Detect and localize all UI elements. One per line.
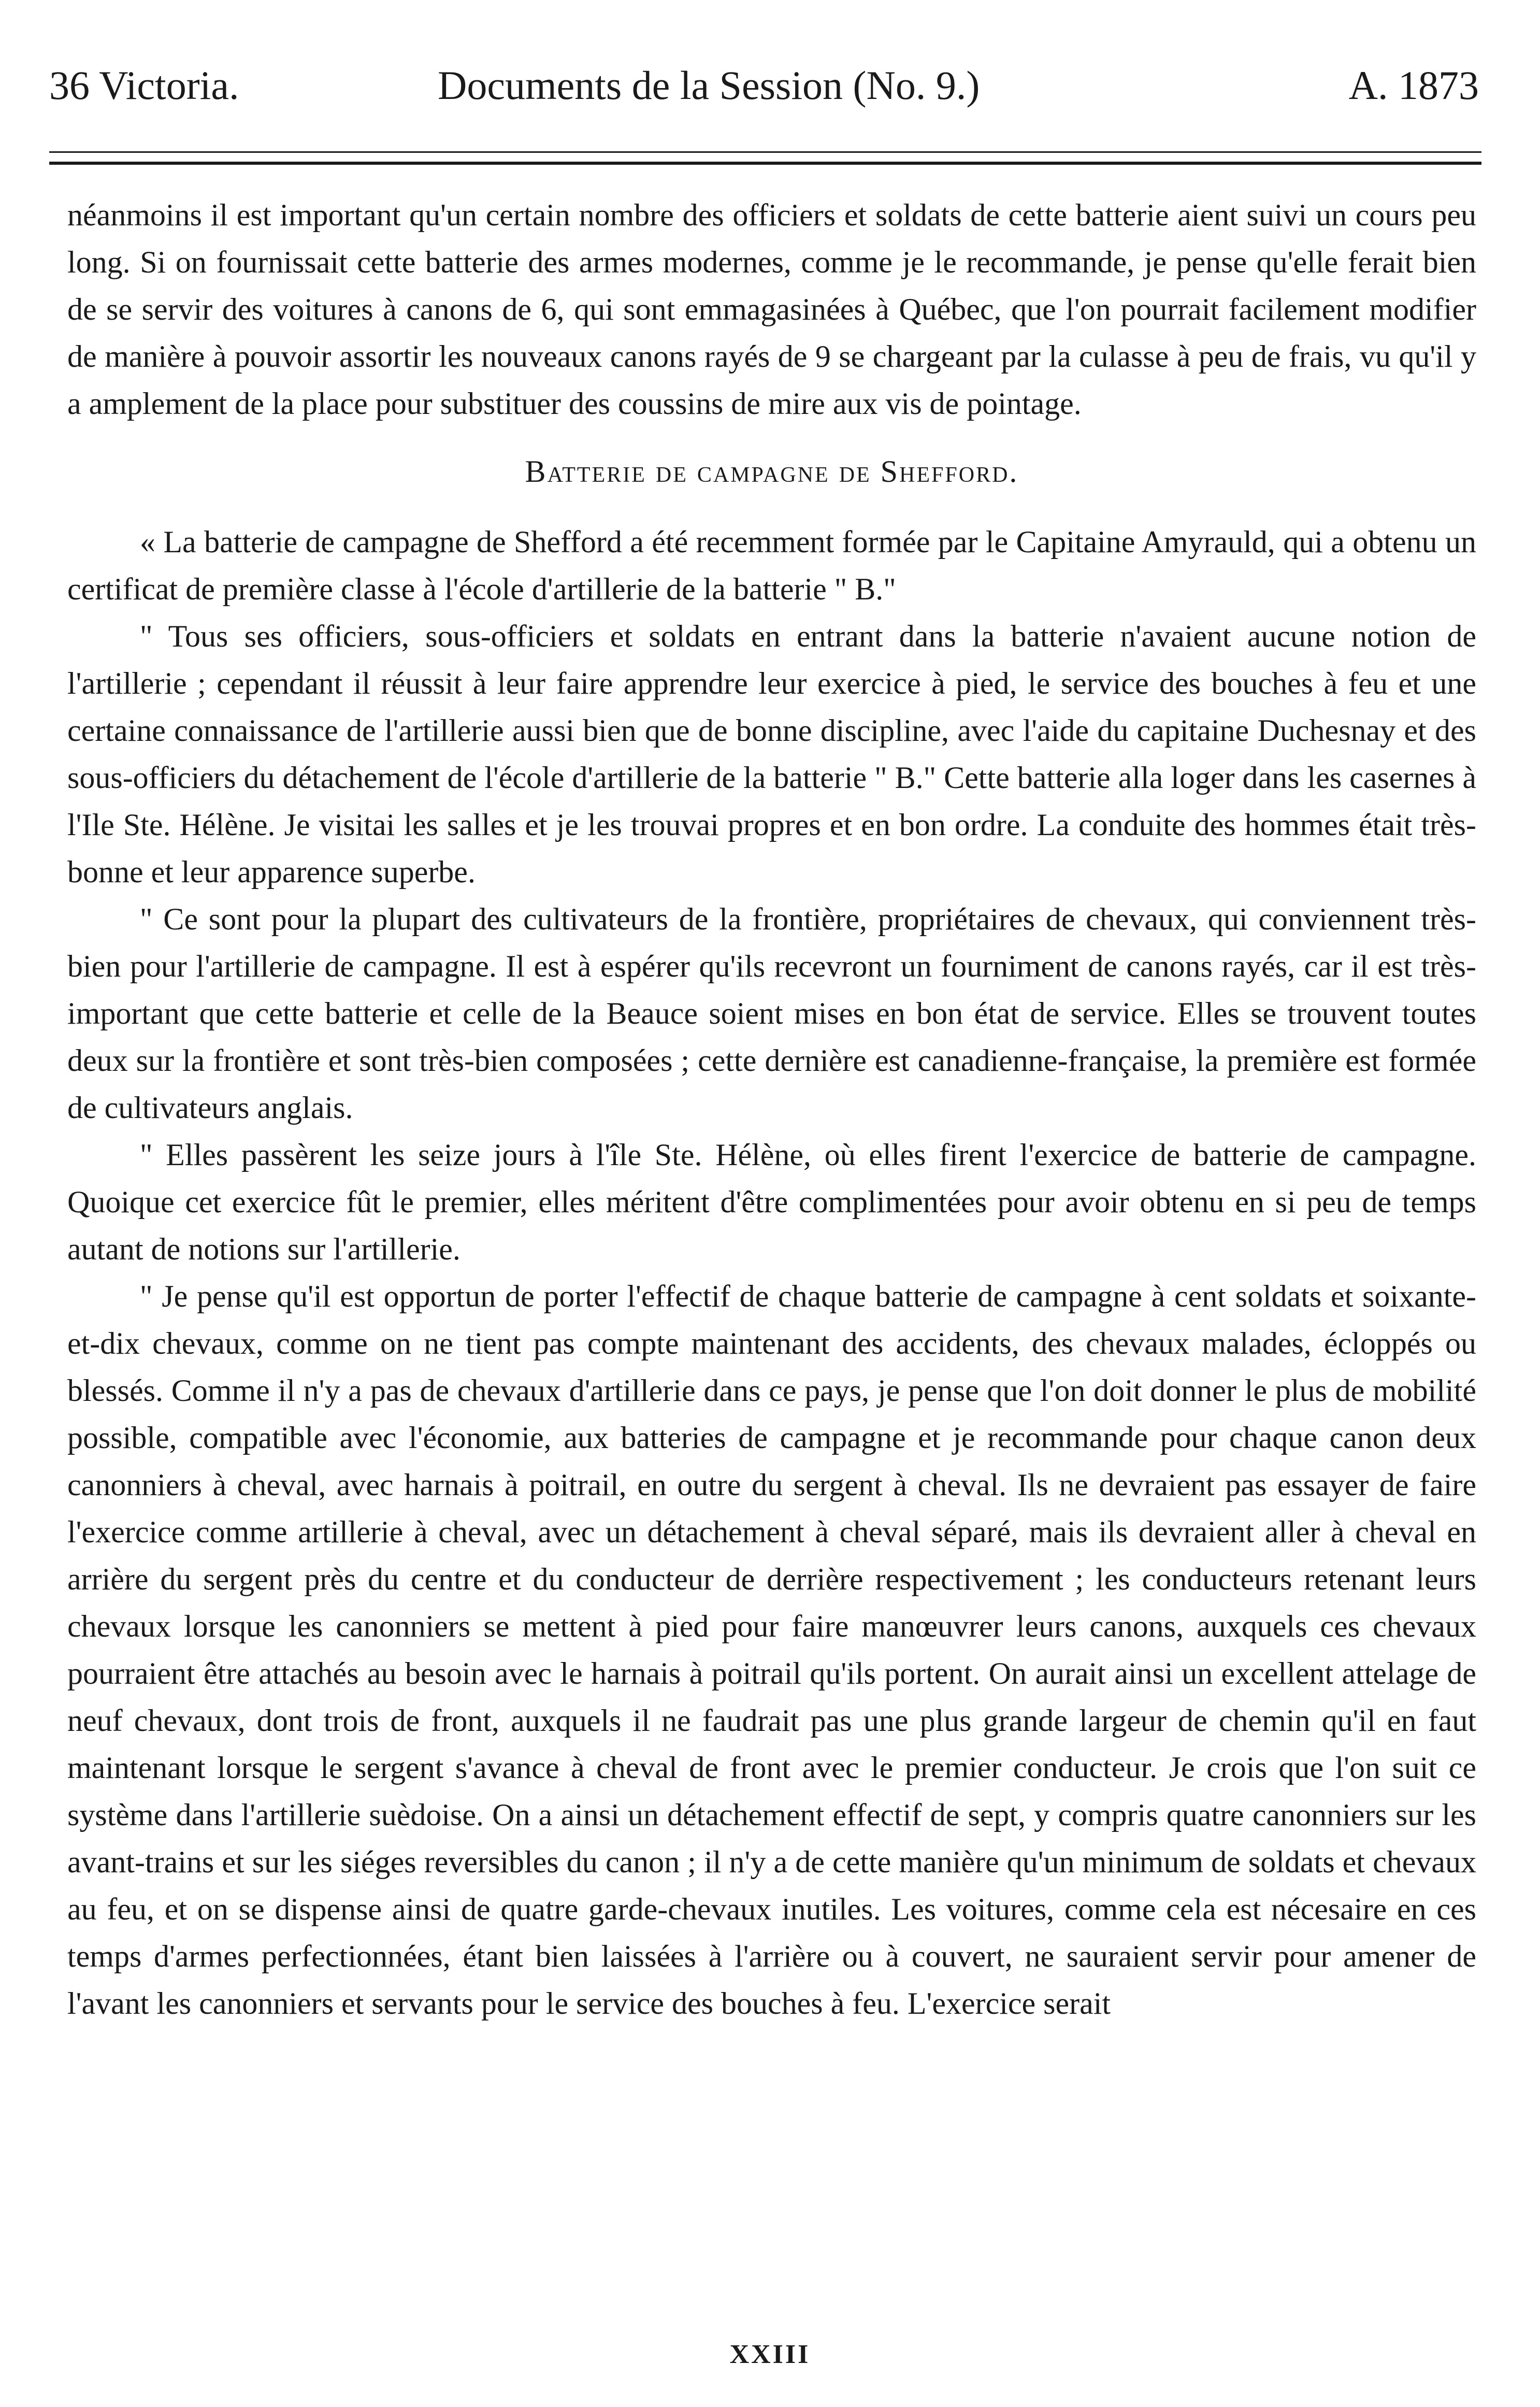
paragraph-continuation: néanmoins il est important qu'un certain nombre des officiers et soldats de cette batterie aient suivi un cours peu long. Si on fournissait cette batterie des armes modernes, comme je le recommande, je pense qu'elle ferait bien de se servir des voitures à canons de 6, qui sont emmagasinées à Québec, que l'on pourrait facilement modifier de manière à pouvoir assortir les nouveaux canons rayés de 9 se chargeant par la culasse à peu de frais, vu qu'il y a amplement de la place pour substituer des coussins de mire aux vis de pointage. [67, 198, 1476, 421]
paragraph: « La batterie de campagne de Shefford a été recemment formée par le Capitaine Amyrauld, qui a obtenu un certificat de première classe à l'école d'artillerie de la batterie " B." [67, 525, 1476, 606]
paragraph: " Tous ses officiers, sous-officiers et soldats en entrant dans la batterie n'avaient aucune notion de l'artillerie ; cependant il réussit à leur faire apprendre leur exercice à pied, le service des bouches à feu et une certaine connaissance de l'artillerie aussi bien que de bonne discipline, avec l'aide du capitaine Duchesnay et des sous-officiers du détachement de l'école d'artillerie de la batterie " B." Cette batterie alla loger dans les casernes à l'Ile Ste. Hélène. Je visitai les salles et je les trouvai propres et en bon ordre. La conduite des hommes était très-bonne et leur apparence superbe. [67, 619, 1477, 889]
body-text [67, 192, 1476, 2027]
header-volume: 36 Victoria. [49, 63, 239, 108]
paragraph: " Elles passèrent les seize jours à l'île Ste. Hélène, où elles firent l'exercice de batterie de campagne. Quoique cet exercice fût le premier, elles méritent d'être complimentées pour avoir obtenu en si peu de temps autant de notions sur l'artillerie. [67, 1138, 1476, 1266]
section-heading: Batterie de campagne de Shefford. [525, 454, 1019, 489]
header-rule-thin [49, 151, 1481, 153]
header-rule-thick [49, 162, 1481, 165]
header-year: A. 1873 [1348, 63, 1479, 108]
paragraph: " Je pense qu'il est opportun de porter l'effectif de chaque batterie de campagne à cent soldats et soixante-et-dix chevaux, comme on ne tient pas compte maintenant des accidents, des chevaux malades, écloppés ou blessés. Comme il n'y a pas de chevaux d'artillerie dans ce pays, je pense que l'on doit donner le plus de mobilité possible, compatible avec l'économie, aux batteries de campagne et je recommande pour chaque canon deux canonniers à cheval, avec harnais à poitrail, en outre du sergent à cheval. Ils ne devraient pas essayer de faire l'exercice comme artillerie à cheval, avec un détachement à cheval séparé, mais ils devraient aller à cheval en arrière du sergent près du centre et du conducteur de derrière respectivement ; les conducteurs retenant leurs chevaux lorsque les canonniers se mettent à pied pour faire manœuvrer leurs canons, auxquels ces chevaux pourraient être attachés au besoin avec le harnais à poitrail qu'ils portent. On aurait ainsi un excellent attelage de neuf chevaux, dont trois de front, auxquels il ne faudrait pas une plus grande largeur de chemin qu'il en faut maintenant lorsque le sergent s'avance à cheval de front avec le premier conducteur. Je crois que l'on suit ce système dans l'artillerie suèdoise. On a ainsi un détachement effectif de sept, y compris quatre canonniers sur les avant-trains et sur les siéges reversibles du canon ; il n'y a de cette manière qu'un minimum de soldats et chevaux au feu, et on se dispense ainsi de quatre garde-chevaux inutiles. Les voitures, comme cela est nécesaire en ces temps d'armes perfectionnées, étant bien laissées à l'arrière ou à couvert, ne sauraient servir pour amener de l'avant les canonniers et servants pour le service des bouches à feu. L'exercice serait [67, 1279, 1476, 2021]
running-header [49, 54, 1479, 117]
page-number: XXIII [729, 2340, 811, 2369]
header-title: Documents de la Session (No. 9.) [438, 63, 980, 108]
paragraph: " Ce sont pour la plupart des cultivateurs de la frontière, propriétaires de chevaux, qui conviennent très-bien pour l'artillerie de campagne. Il est à espérer qu'ils recevront un fourniment de canons rayés, car il est très-important que cette batterie et celle de la Beauce soient mises en bon état de service. Elles se trouvent toutes deux sur la frontière et sont très-bien composées ; cette dernière est canadienne-française, la première est formée de cultivateurs anglais. [67, 902, 1476, 1125]
